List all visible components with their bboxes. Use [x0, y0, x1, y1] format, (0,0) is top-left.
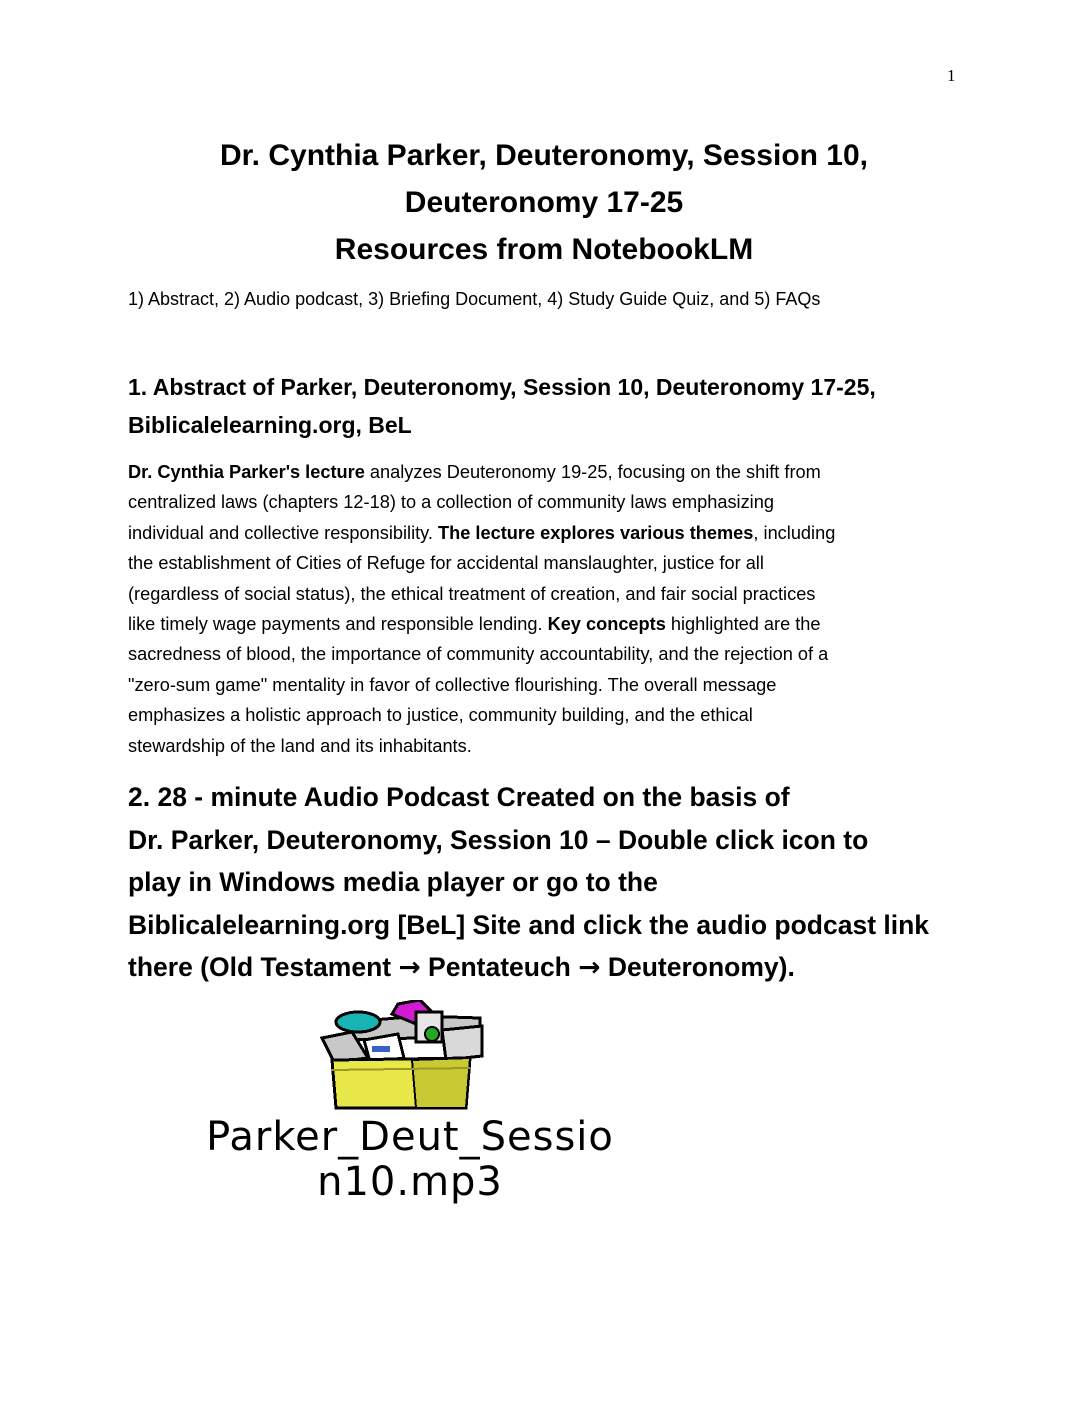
contents-list: 1) Abstract, 2) Audio podcast, 3) Briefing Document, 4) Study Guide Quiz, and 5) FAQs — [128, 289, 821, 309]
abstract-text: emphasizes a holistic approach to justice, community building, and the ethical — [128, 705, 753, 726]
abstract-text: stewardship of the land and its inhabitants. — [128, 735, 472, 756]
abstract-text: like timely wage payments and responsible lending. — [128, 614, 548, 635]
page-number: 1 — [947, 66, 956, 85]
podcast-text: Pentateuch — [420, 952, 579, 982]
attachment-filename[interactable] — [130, 1115, 690, 1205]
podcast-heading-line-1: 2. 28 - minute Audio Podcast Created on the basis of — [128, 782, 790, 812]
podcast-heading-line-3: play in Windows media player or go to the — [128, 867, 658, 897]
abstract-heading — [128, 368, 968, 444]
abstract-text: sacredness of blood, the importance of community accountability, and the rejection of a — [128, 644, 829, 665]
abstract-line — [128, 639, 968, 669]
abstract-text: "zero-sum game" mentality in favor of collective flourishing. The overall message — [128, 674, 777, 695]
podcast-heading-line-2: Dr. Parker, Deuteronomy, Session 10 – Double click icon to — [128, 824, 869, 855]
abstract-text: the establishment of Cities of Refuge for accidental manslaughter, justice for all — [128, 553, 764, 574]
abstract-text: highlighted are the — [665, 614, 821, 635]
abstract-heading-line-1: 1. Abstract of Parker, Deuteronomy, Session 10, Deuteronomy 17-25, — [128, 374, 876, 400]
filename-line-1: Parker_Deut_Sessio — [206, 1114, 614, 1160]
abstract-text: individual and collective responsibility. — [128, 522, 439, 543]
podcast-heading-line-5 — [128, 946, 988, 990]
podcast-heading-line-4: Biblicalelearning.org [BeL] Site and click the audio podcast link — [128, 909, 930, 940]
abstract-text: , including — [753, 522, 836, 543]
title-line-2: Deuteronomy 17-25 — [404, 186, 684, 219]
abstract-heading-line-2: Biblicalelearning.org, BeL — [128, 412, 412, 438]
title-line-3: Resources from NotebookLM — [334, 233, 754, 266]
abstract-text: analyzes Deuteronomy 19-25, focusing on the shift from — [364, 462, 821, 482]
abstract-line — [128, 579, 968, 609]
abstract-body — [128, 457, 968, 761]
bold-phrase: Key concepts — [547, 614, 666, 635]
audio-attachment[interactable] — [130, 1000, 690, 1210]
abstract-line — [128, 670, 968, 700]
abstract-line — [128, 518, 968, 548]
abstract-line — [128, 731, 968, 761]
filename-line-2: n10.mp3 — [317, 1159, 503, 1205]
abstract-text: centralized laws (chapters 12-18) to a collection of community laws emphasizing — [128, 492, 774, 513]
bold-phrase: The lecture explores various themes — [438, 522, 754, 543]
arrow-right-icon: → — [578, 952, 601, 983]
abstract-line — [128, 487, 968, 517]
abstract-line — [128, 609, 968, 639]
document-title — [0, 132, 1088, 273]
podcast-text: Deuteronomy). — [600, 952, 795, 982]
abstract-line — [128, 457, 968, 487]
abstract-text: (regardless of social status), the ethical treatment of creation, and fair social practices — [128, 583, 816, 604]
podcast-heading — [128, 776, 988, 990]
bold-phrase: Dr. Cynthia Parker's lecture — [128, 462, 365, 482]
abstract-line — [128, 700, 968, 730]
abstract-line — [128, 548, 968, 578]
arrow-right-icon: → — [398, 952, 421, 983]
podcast-text: there (Old Testament — [128, 952, 399, 982]
title-line-1: Dr. Cynthia Parker, Deuteronomy, Session 10, — [219, 139, 869, 172]
package-icon[interactable] — [320, 1000, 490, 1112]
